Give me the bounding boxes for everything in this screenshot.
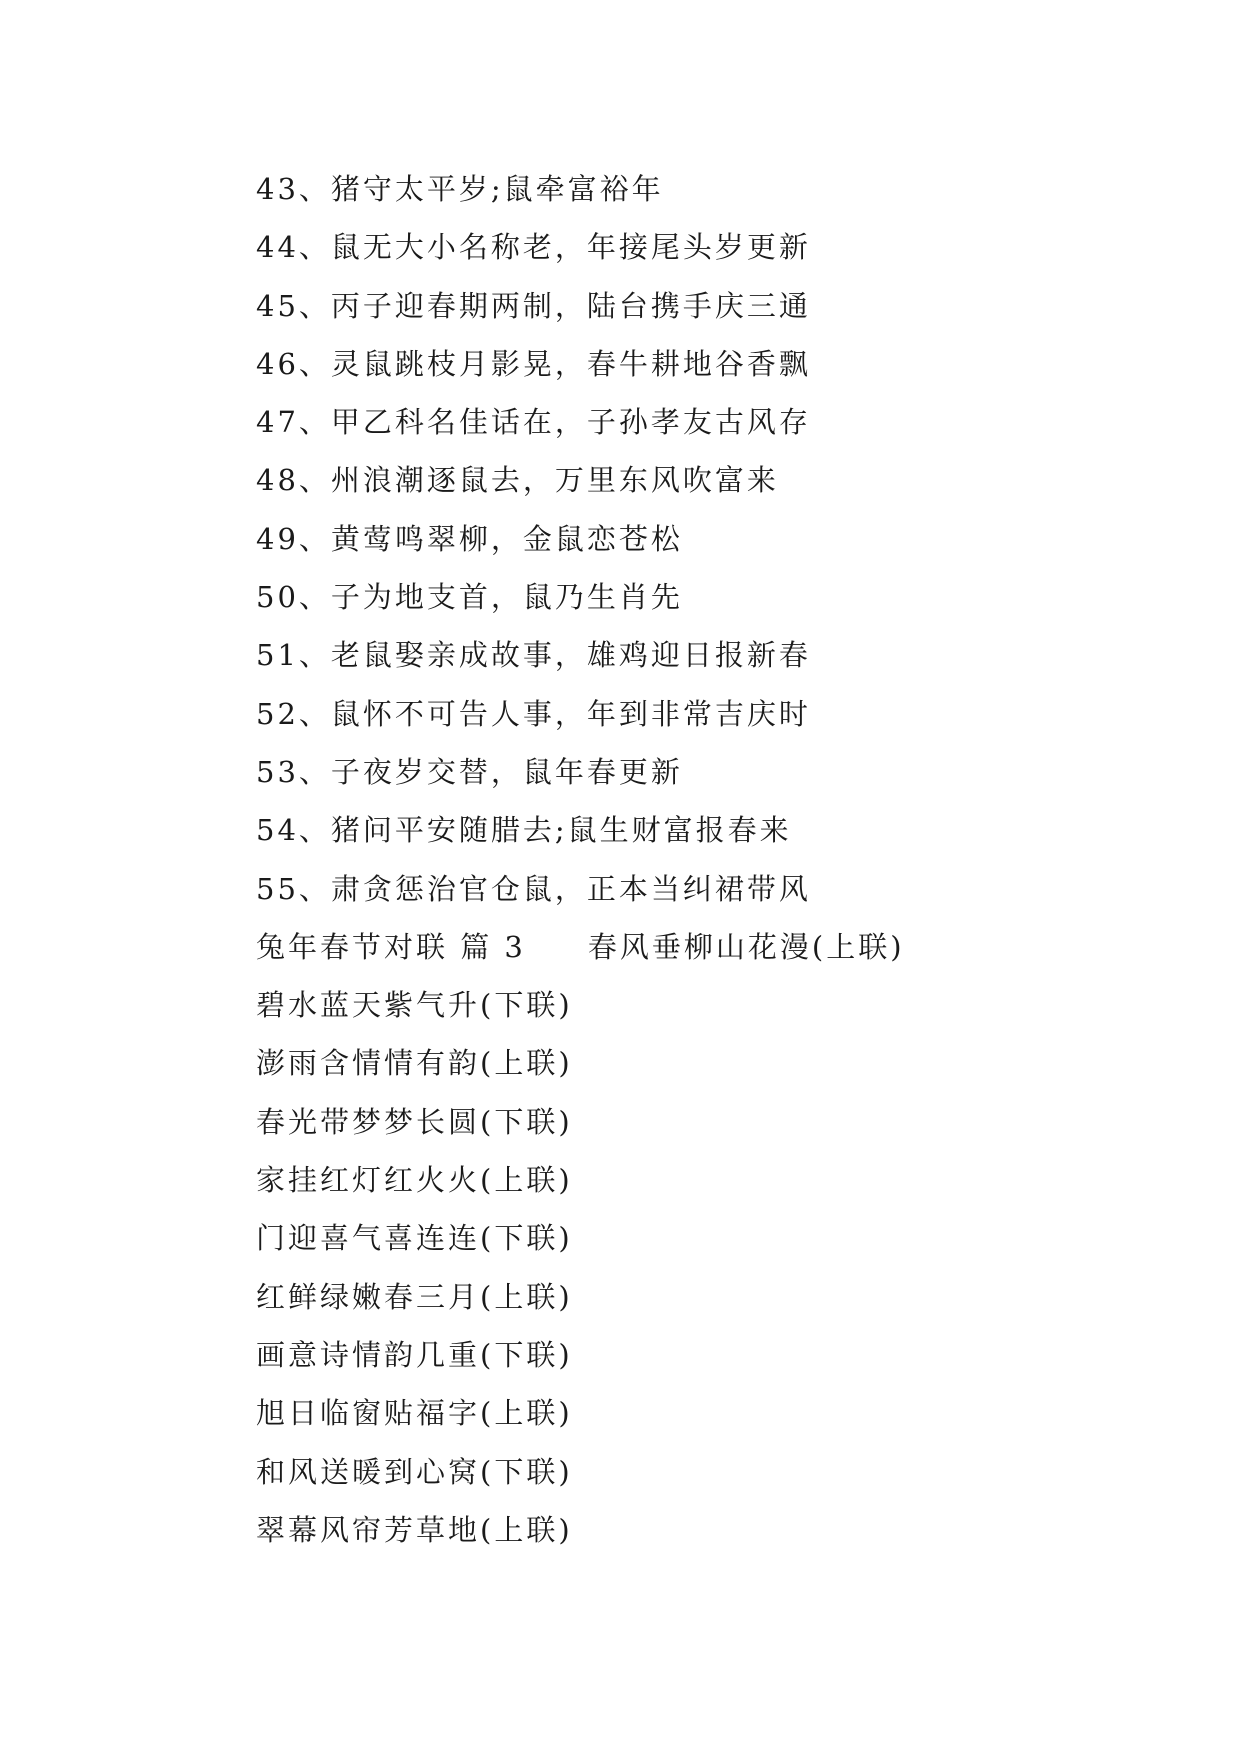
couplet-line: 红鲜绿嫩春三月(上联) [256,1279,573,1314]
text-line-43: 43、猪守太平岁;鼠牵富裕年 [256,172,664,206]
text-line-49: 49、黄莺鸣翠柳，金鼠恋苍松 [256,521,683,556]
text-line-55: 55、肃贪惩治官仓鼠，正本当纠裙带风 [256,871,811,906]
text-line-50: 50、子为地支首，鼠乃生肖先 [256,580,683,615]
text-line-51: 51、老鼠娶亲成故事，雄鸡迎日报新春 [256,638,811,673]
text-line-47: 47、甲乙科名佳话在，子孙孝友古风存 [256,405,811,440]
text-line-44: 44、鼠无大小名称老，年接尾头岁更新 [256,230,811,265]
section-heading-line [256,918,1156,976]
couplet-line: 春光带梦梦长圆(下联) [256,1104,573,1139]
text-line-45: 45、丙子迎春期两制，陆台携手庆三通 [256,288,811,323]
couplet-line: 旭日临窗贴福字(上联) [256,1396,573,1431]
text-line-48: 48、州浪潮逐鼠去，万里东风吹富来 [256,463,779,498]
couplet-line: 碧水蓝天紫气升(下联) [256,988,573,1023]
text-line-46: 46、灵鼠跳枝月影晃，春牛耕地谷香飘 [256,346,811,381]
couplet-line: 澎雨含情情有韵(上联) [256,1046,573,1081]
couplet-line-first: 春风垂柳山花漫(上联) [587,929,905,964]
text-line-53: 53、子夜岁交替，鼠年春更新 [256,754,683,789]
couplet-line: 门迎喜气喜连连(下联) [256,1221,573,1256]
couplet-line: 家挂红灯红火火(上联) [256,1163,573,1198]
text-line-54: 54、猪问平安随腊去;鼠生财富报春来 [256,813,792,848]
section-heading: 兔年春节对联 篇 3 [256,929,526,964]
couplet-line: 画意诗情韵几重(下联) [256,1337,573,1372]
couplet-line: 和风送暖到心窝(下联) [256,1454,573,1489]
text-line-52: 52、鼠怀不可告人事，年到非常吉庆时 [256,696,811,731]
document-content [256,160,1156,1559]
couplet-line: 翠幕风帘芳草地(上联) [256,1512,573,1547]
